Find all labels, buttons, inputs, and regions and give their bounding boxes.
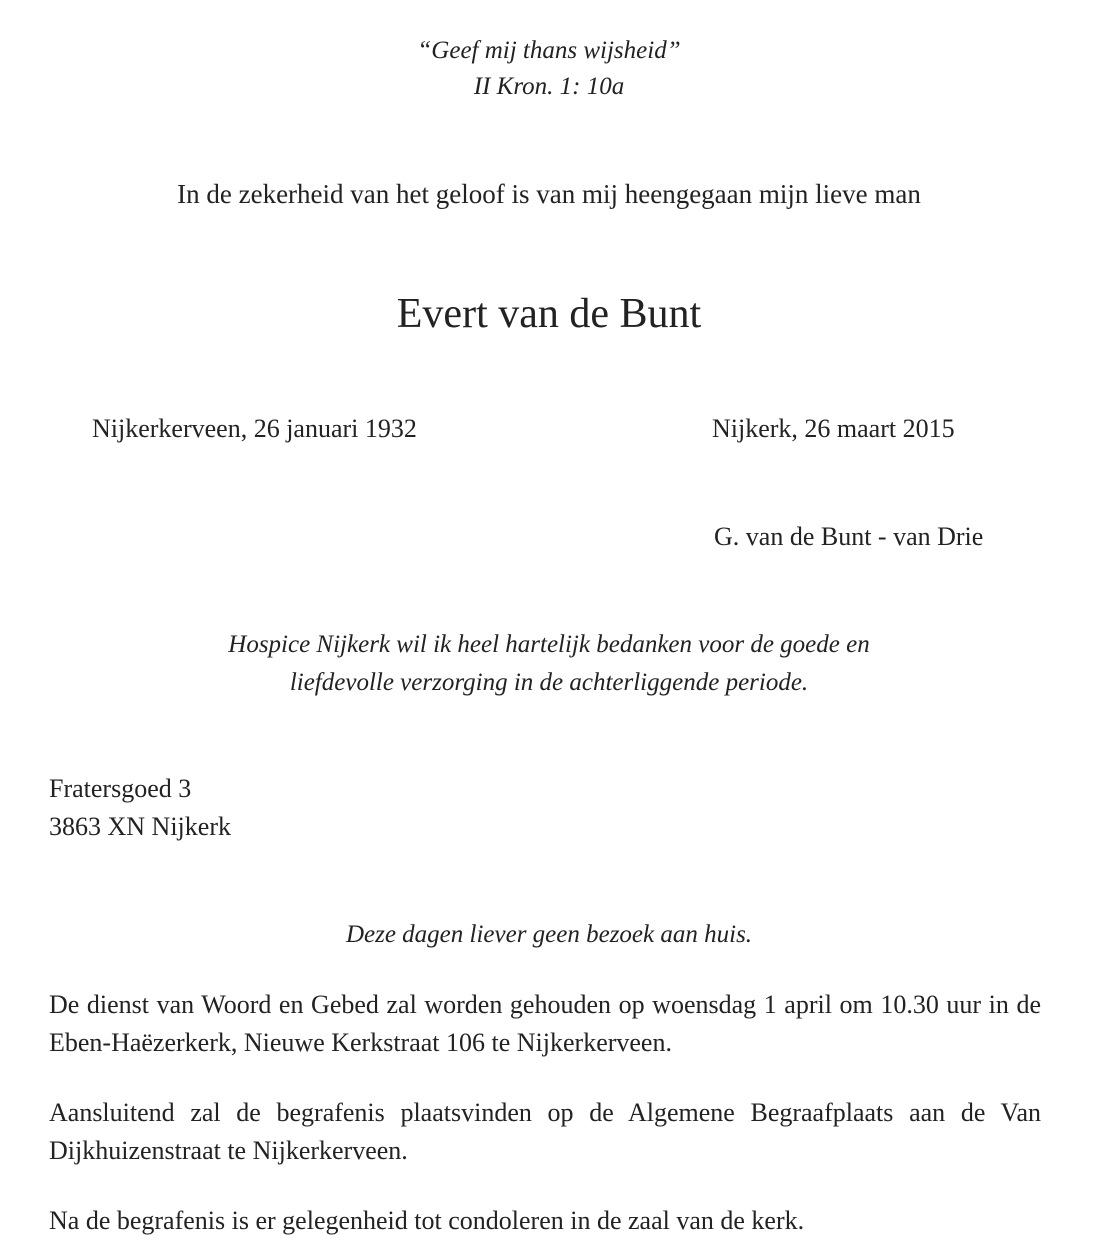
condolence-paragraph: Na de begrafenis is er gelegenheid tot condoleren in de zaal van de kerk. [49, 1206, 805, 1235]
birth-place-date: Nijkerkerveen, 26 januari 1932 [92, 414, 417, 443]
signatory-name: G. van de Bunt - van Drie [714, 522, 984, 551]
deceased-name: Evert van de Bunt [396, 291, 702, 337]
no-visit-note: Deze dagen liever geen bezoek aan huis. [345, 921, 753, 948]
thanks-line-1: Hospice Nijkerk wil ik heel hartelijk bedanken voor de goede en [228, 631, 870, 658]
address-city: 3863 XN Nijkerk [49, 812, 231, 841]
burial-paragraph: Aansluitend zal de begrafenis plaatsvinden op de Algemene Begraafplaats aan de Van Dijkhuizenstraat te Nijkerkerveen. [49, 1098, 1041, 1165]
intro-text: In de zekerheid van het geloof is van mij heengegaan mijn lieve man [177, 179, 921, 209]
thanks-line-2: liefdevolle verzorging in de achterliggende periode. [289, 669, 809, 696]
bible-verse-quote: “Geef mij thans wijsheid” [417, 37, 681, 64]
address-street: Fratersgoed 3 [49, 774, 192, 803]
service-paragraph: De dienst van Woord en Gebed zal worden gehouden op woensdag 1 april om 10.30 uur in de Eben-Haëzerkerk, Nieuwe Kerkstraat 106 te Nijkerkerveen. [49, 990, 1041, 1057]
bible-verse-reference: II Kron. 1: 10a [473, 73, 625, 100]
death-place-date: Nijkerk, 26 maart 2015 [712, 414, 955, 443]
